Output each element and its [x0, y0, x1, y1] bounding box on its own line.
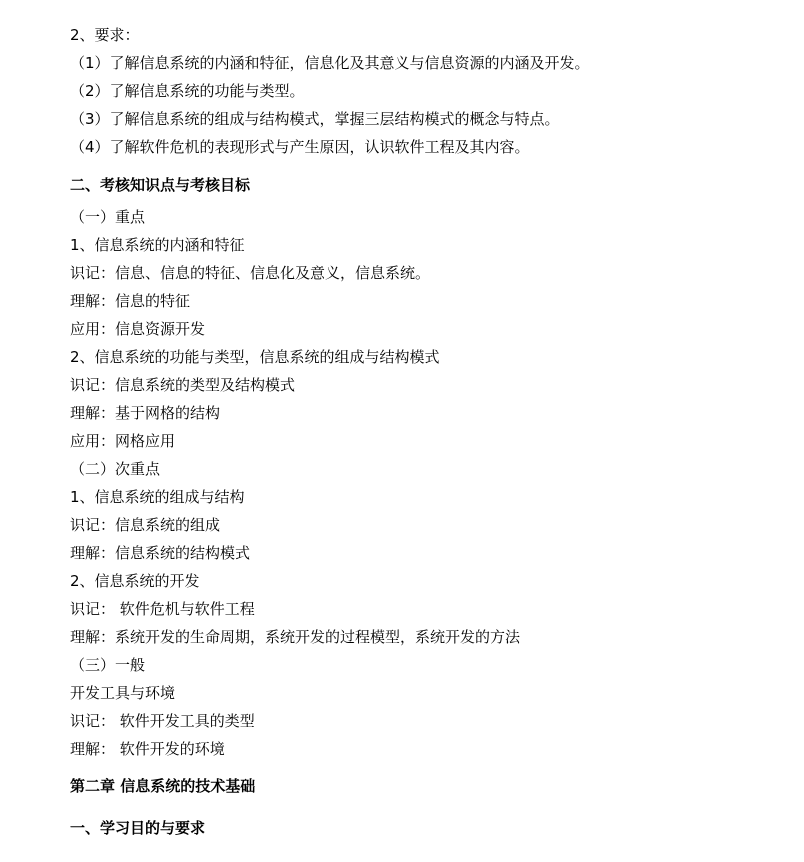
subsection-secondary-points: （二）次重点 [70, 460, 161, 478]
requirement-item-4: （4）了解软件危机的表现形式与产生原因，认识软件工程及其内容。 [70, 138, 530, 156]
subsection-general: （三）一般 [70, 656, 146, 674]
general-topic-memorize: 识记： 软件开发工具的类型 [70, 712, 255, 730]
requirement-item-3: （3）了解信息系统的组成与结构模式，掌握三层结构模式的概念与特点。 [70, 110, 560, 128]
chapter-2-title: 第二章 信息系统的技术基础 [70, 777, 256, 795]
topic-2-heading: 2、信息系统的功能与类型，信息系统的组成与结构模式 [70, 348, 440, 366]
subsection-key-points: （一）重点 [70, 208, 146, 226]
topic-2-memorize: 识记：信息系统的类型及结构模式 [70, 376, 296, 394]
topic-1-understand: 理解：信息的特征 [70, 292, 191, 310]
requirement-item-2: （2）了解信息系统的功能与类型。 [70, 82, 305, 100]
secondary-topic-2-memorize: 识记： 软件危机与软件工程 [70, 600, 255, 618]
topic-1-heading: 1、信息系统的内涵和特征 [70, 236, 245, 254]
secondary-topic-1-heading: 1、信息系统的组成与结构 [70, 488, 245, 506]
topic-2-understand: 理解：基于网格的结构 [70, 404, 221, 422]
requirement-item-1: （1）了解信息系统的内涵和特征，信息化及其意义与信息资源的内涵及开发。 [70, 54, 590, 72]
secondary-topic-2-understand: 理解：系统开发的生命周期，系统开发的过程模型，系统开发的方法 [70, 628, 521, 646]
secondary-topic-2-heading: 2、信息系统的开发 [70, 572, 200, 590]
secondary-topic-1-understand: 理解：信息系统的结构模式 [70, 544, 251, 562]
topic-2-apply: 应用：网格应用 [70, 432, 176, 450]
topic-1-apply: 应用：信息资源开发 [70, 320, 206, 338]
section-heading-learning-goals: 一、学习目的与要求 [70, 819, 206, 837]
requirements-heading: 2、要求： [70, 26, 140, 44]
secondary-topic-1-memorize: 识记：信息系统的组成 [70, 516, 221, 534]
general-topic-heading: 开发工具与环境 [70, 684, 176, 702]
section-heading-knowledge-points: 二、考核知识点与考核目标 [70, 176, 251, 194]
topic-1-memorize: 识记：信息、信息的特征、信息化及意义，信息系统。 [70, 264, 431, 282]
general-topic-understand: 理解： 软件开发的环境 [70, 740, 225, 758]
